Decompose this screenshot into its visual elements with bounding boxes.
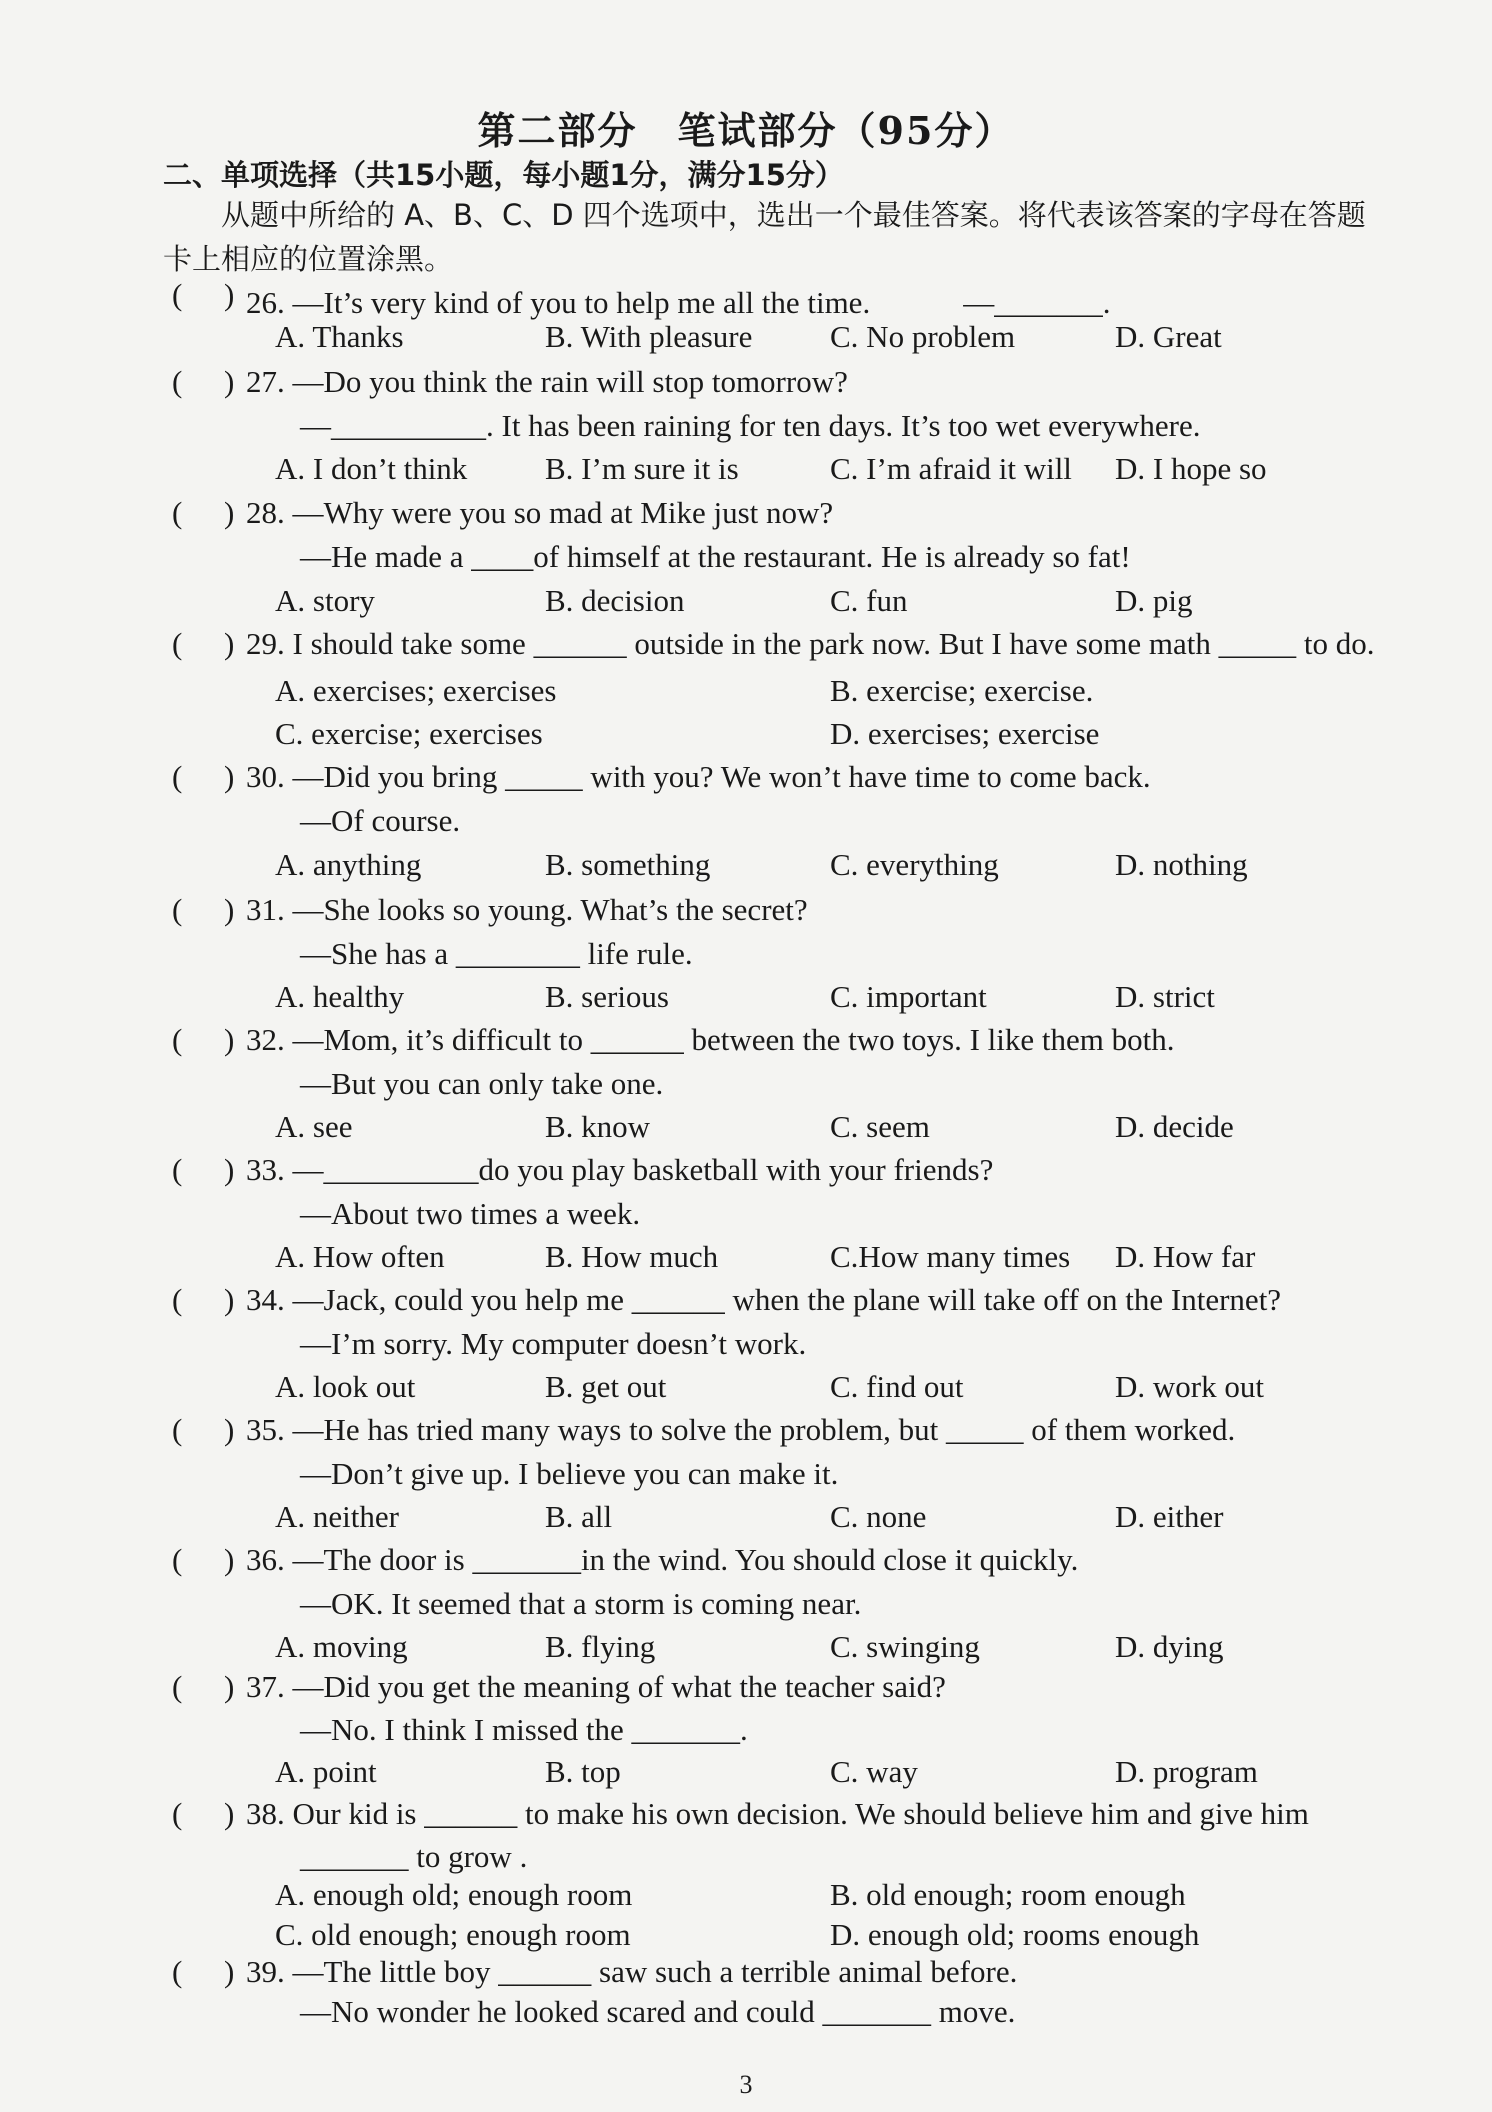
answer-option: A. look out <box>275 1369 416 1404</box>
question-stem: 35. —He has tried many ways to solve the problem, but _____ of them worked. <box>246 1412 1236 1447</box>
answer-paren-left: ( <box>172 364 183 399</box>
question-stem: 33. —__________do you play basketball with your friends? <box>246 1152 994 1187</box>
question-stem: 37. —Did you get the meaning of what the teacher said? <box>246 1669 946 1704</box>
question-stem: 27. —Do you think the rain will stop tomorrow? <box>246 364 848 399</box>
question-response: —I’m sorry. My computer doesn’t work. <box>300 1326 807 1361</box>
answer-option: C. seem <box>830 1109 930 1144</box>
answer-paren-left: ( <box>172 277 183 312</box>
answer-option: B. exercise; exercise. <box>830 673 1094 708</box>
answer-option: C. none <box>830 1499 927 1534</box>
question-stem: 29. I should take some ______ outside in the park now. But I have some math _____ to do. <box>246 626 1375 661</box>
question-response: —But you can only take one. <box>300 1066 664 1101</box>
question-response: —Don’t give up. I believe you can make it. <box>300 1456 839 1491</box>
question-response: —She has a ________ life rule. <box>300 936 693 971</box>
answer-option: C. way <box>830 1754 918 1789</box>
answer-paren-right: ) <box>224 364 235 399</box>
answer-option: C.How many times <box>830 1239 1071 1274</box>
question-stem: 31. —She looks so young. What’s the secret? <box>246 892 808 927</box>
answer-paren-right: ) <box>224 1152 235 1187</box>
question-response: —He made a ____of himself at the restaurant. He is already so fat! <box>300 539 1131 574</box>
answer-option: C. I’m afraid it will <box>830 451 1072 486</box>
answer-option: D. pig <box>1115 583 1193 618</box>
answer-option: A. enough old; enough room <box>275 1877 633 1912</box>
answer-option: B. I’m sure it is <box>545 451 739 486</box>
question-stem: 34. —Jack, could you help me ______ when the plane will take off on the Internet? <box>246 1282 1282 1317</box>
answer-paren-left: ( <box>172 495 183 530</box>
answer-option: B. all <box>545 1499 613 1534</box>
question-response: —Of course. <box>300 803 461 838</box>
answer-option: C. everything <box>830 847 999 882</box>
answer-paren-left: ( <box>172 1669 183 1704</box>
answer-paren-left: ( <box>172 1542 183 1577</box>
answer-paren-left: ( <box>172 1954 183 1989</box>
answer-option: A. How often <box>275 1239 445 1274</box>
answer-option: B. get out <box>545 1369 667 1404</box>
answer-paren-right: ) <box>224 1954 235 1989</box>
question-stem: 38. Our kid is ______ to make his own decision. We should believe him and give him <box>246 1796 1309 1831</box>
answer-option: D. work out <box>1115 1369 1264 1404</box>
answer-paren-left: ( <box>172 892 183 927</box>
answer-option: C. No problem <box>830 319 1016 354</box>
answer-option: D. I hope so <box>1115 451 1267 486</box>
answer-option: A. exercises; exercises <box>275 673 557 708</box>
answer-option: D. decide <box>1115 1109 1234 1144</box>
answer-paren-right: ) <box>224 759 235 794</box>
answer-paren-left: ( <box>172 759 183 794</box>
question-response: —No. I think I missed the _______. <box>300 1712 748 1747</box>
answer-paren-left: ( <box>172 1412 183 1447</box>
question-stem: 28. —Why were you so mad at Mike just now? <box>246 495 834 530</box>
answer-paren-right: ) <box>224 1022 235 1057</box>
answer-option: C. swinging <box>830 1629 980 1664</box>
question-response: —__________. It has been raining for ten days. It’s too wet everywhere. <box>300 408 1201 443</box>
answer-paren-right: ) <box>224 1796 235 1831</box>
answer-option: C. fun <box>830 583 908 618</box>
answer-option: A. moving <box>275 1629 408 1664</box>
answer-option: A. see <box>275 1109 353 1144</box>
instructions: 从题中所给的 A、B、C、D 四个选项中，选出一个最佳答案。将代表该答案的字母在答题卡上相应的位置涂黑。 <box>163 198 1366 276</box>
answer-option: D. program <box>1115 1754 1258 1789</box>
question-response: _______ to grow . <box>300 1839 528 1874</box>
answer-option: D. either <box>1115 1499 1224 1534</box>
question-stem: 39. —The little boy ______ saw such a terrible animal before. <box>246 1954 1018 1989</box>
answer-paren-left: ( <box>172 626 183 661</box>
answer-option: A. story <box>275 583 375 618</box>
answer-option: A. point <box>275 1754 377 1789</box>
answer-option: D. exercises; exercise <box>830 716 1100 751</box>
answer-option: A. Thanks <box>275 319 404 354</box>
section-heading: 二、单项选择（共15小题，每小题1分，满分15分） <box>163 158 844 192</box>
answer-paren-right: ) <box>224 1542 235 1577</box>
answer-paren-right: ) <box>224 892 235 927</box>
answer-option: D. nothing <box>1115 847 1248 882</box>
answer-paren-left: ( <box>172 1796 183 1831</box>
question-response: —No wonder he looked scared and could _______ move. <box>300 1994 1016 2029</box>
answer-option: B. serious <box>545 979 669 1014</box>
answer-option: C. exercise; exercises <box>275 716 543 751</box>
answer-option: C. old enough; enough room <box>275 1917 631 1952</box>
answer-paren-right: ) <box>224 1282 235 1317</box>
answer-option: B. flying <box>545 1629 656 1664</box>
answer-option: D. Great <box>1115 319 1222 354</box>
question-response: —OK. It seemed that a storm is coming near. <box>300 1586 862 1621</box>
question-response: —About two times a week. <box>300 1196 641 1231</box>
answer-option: B. How much <box>545 1239 719 1274</box>
answer-paren-left: ( <box>172 1152 183 1187</box>
question-stem: 36. —The door is _______in the wind. You should close it quickly. <box>246 1542 1079 1577</box>
answer-option: B. With pleasure <box>545 319 753 354</box>
answer-paren-right: ) <box>224 277 235 312</box>
answer-option: D. How far <box>1115 1239 1256 1274</box>
answer-paren-left: ( <box>172 1022 183 1057</box>
question-stem: 32. —Mom, it’s difficult to ______ between the two toys. I like them both. <box>246 1022 1175 1057</box>
answer-option: A. I don’t think <box>275 451 468 486</box>
answer-option: B. know <box>545 1109 651 1144</box>
answer-option: A. anything <box>275 847 422 882</box>
answer-paren-right: ) <box>224 495 235 530</box>
page-number: 3 <box>739 2070 753 2099</box>
answer-option: C. important <box>830 979 987 1014</box>
answer-option: A. neither <box>275 1499 399 1534</box>
answer-option: D. strict <box>1115 979 1215 1014</box>
answer-option: C. find out <box>830 1369 964 1404</box>
answer-paren-right: ) <box>224 1669 235 1704</box>
answer-paren-left: ( <box>172 1282 183 1317</box>
answer-option: B. old enough; room enough <box>830 1877 1186 1912</box>
question-stem: 26. —It’s very kind of you to help me all the time. —_______. <box>246 285 1111 320</box>
answer-option: D. dying <box>1115 1629 1224 1664</box>
answer-paren-right: ) <box>224 1412 235 1447</box>
page-title: 第二部分 笔试部分（95分） <box>477 108 1015 153</box>
answer-option: D. enough old; rooms enough <box>830 1917 1200 1952</box>
question-stem: 30. —Did you bring _____ with you? We won’t have time to come back. <box>246 759 1151 794</box>
answer-option: B. top <box>545 1754 621 1789</box>
answer-option: B. decision <box>545 583 685 618</box>
answer-option: B. something <box>545 847 711 882</box>
answer-paren-right: ) <box>224 626 235 661</box>
answer-option: A. healthy <box>275 979 405 1014</box>
